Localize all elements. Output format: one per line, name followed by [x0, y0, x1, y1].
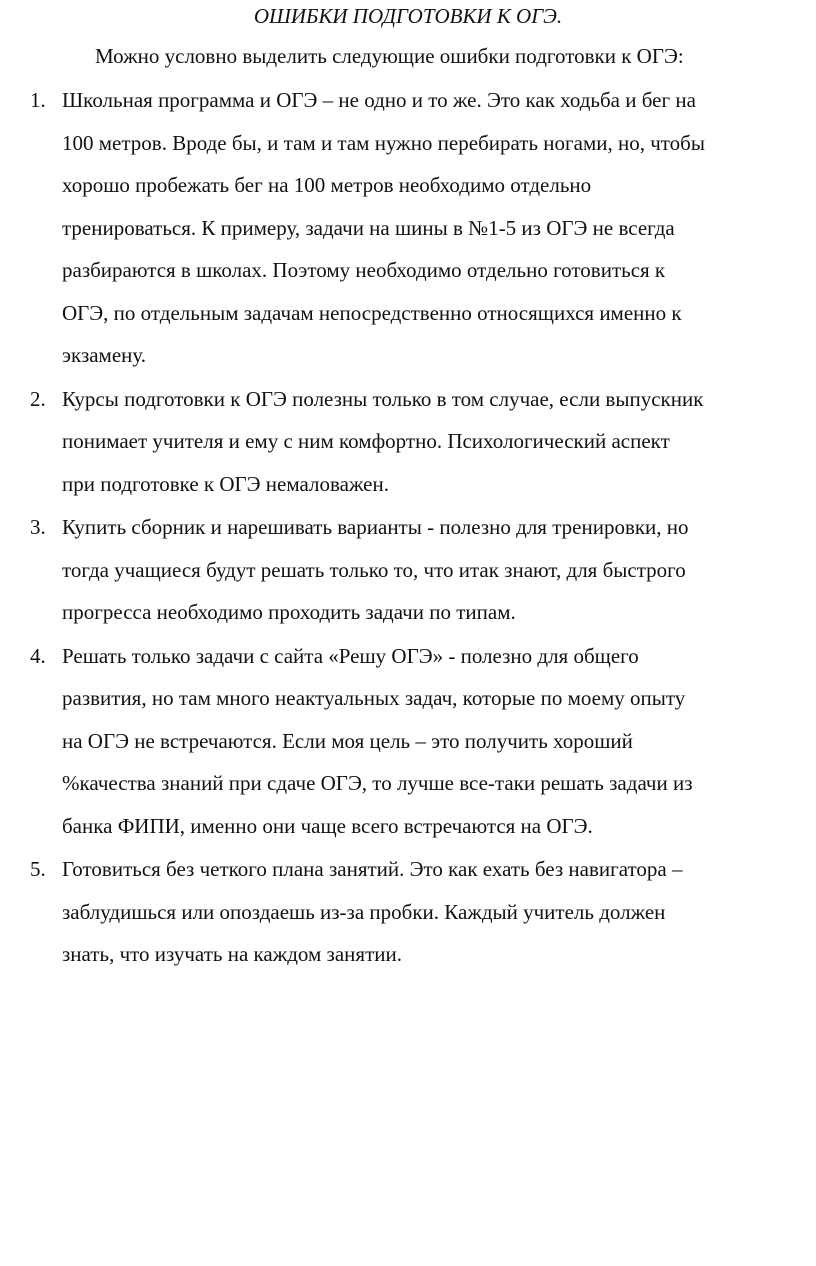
text-line: заблудишься или опоздаешь из-за пробки. Каждый учитель должен [62, 899, 666, 924]
list-item-text [62, 848, 812, 976]
list-item-text [62, 506, 812, 634]
list-item-text [62, 79, 812, 377]
text-line: тогда учащиеся будут решать только то, что итак знают, для быстрого [62, 557, 686, 582]
text-line: тренироваться. К примеру, задачи на шины в №1-5 из ОГЭ не всегда [62, 215, 675, 240]
list-number: 1. [30, 88, 46, 112]
list-item-5 [0, 848, 816, 976]
text-line: понимает учителя и ему с ним комфортно. Психологический аспект [62, 429, 670, 453]
document-title: ОШИБКИ ПОДГОТОВКИ К ОГЭ. [253, 4, 563, 28]
list-number: 5. [30, 857, 46, 881]
list-number: 2. [30, 386, 46, 411]
text-line: Решать только задачи с сайта «Решу ОГЭ» - полезно для общего [62, 643, 639, 668]
list-number: 4. [30, 643, 46, 668]
text-line: банка ФИПИ, именно они чаще всего встречаются на ОГЭ. [62, 813, 593, 838]
list-number: 3. [30, 515, 46, 539]
text-line: экзамену. [62, 343, 147, 367]
list-item-2 [0, 378, 816, 506]
text-line: Школьная программа и ОГЭ – не одно и то же. Это как ходьба и бег на [62, 88, 696, 112]
error-list [0, 79, 816, 977]
text-line: разбираются в школах. Поэтому необходимо отдельно готовиться к [62, 258, 666, 282]
text-line: %качества знаний при сдаче ОГЭ, то лучше все-таки решать задачи из [62, 771, 693, 795]
text-line: Купить сборник и нарешивать варианты - полезно для тренировки, но [62, 515, 689, 539]
list-item-text [62, 635, 812, 848]
text-line: 100 метров. Вроде бы, и там и там нужно перебирать ногами, но, чтобы [62, 130, 705, 155]
text-line: прогресса необходимо проходить задачи по типам. [62, 600, 516, 624]
text-line: ОГЭ, по отдельным задачам непосредственно относящихся именно к [62, 300, 682, 325]
intro-paragraph: Можно условно выделить следующие ошибки подготовки к ОГЭ: [95, 44, 684, 68]
list-item-1 [0, 79, 816, 377]
list-item-3 [0, 506, 816, 634]
text-line: Готовиться без четкого плана занятий. Это как ехать без навигатора – [62, 857, 683, 881]
text-line: развития, но там много неактуальных задач, которые по моему опыту [62, 686, 686, 710]
list-item-text [62, 378, 812, 506]
text-line: на ОГЭ не встречаются. Если моя цель – это получить хороший [62, 728, 633, 753]
text-line: знать, что изучать на каждом занятии. [62, 942, 402, 966]
list-item-4 [0, 635, 816, 848]
text-line: Курсы подготовки к ОГЭ полезны только в том случае, если выпускник [62, 386, 704, 411]
text-line: хорошо пробежать бег на 100 метров необходимо отдельно [62, 173, 592, 197]
text-line: при подготовке к ОГЭ немаловажен. [62, 471, 389, 496]
